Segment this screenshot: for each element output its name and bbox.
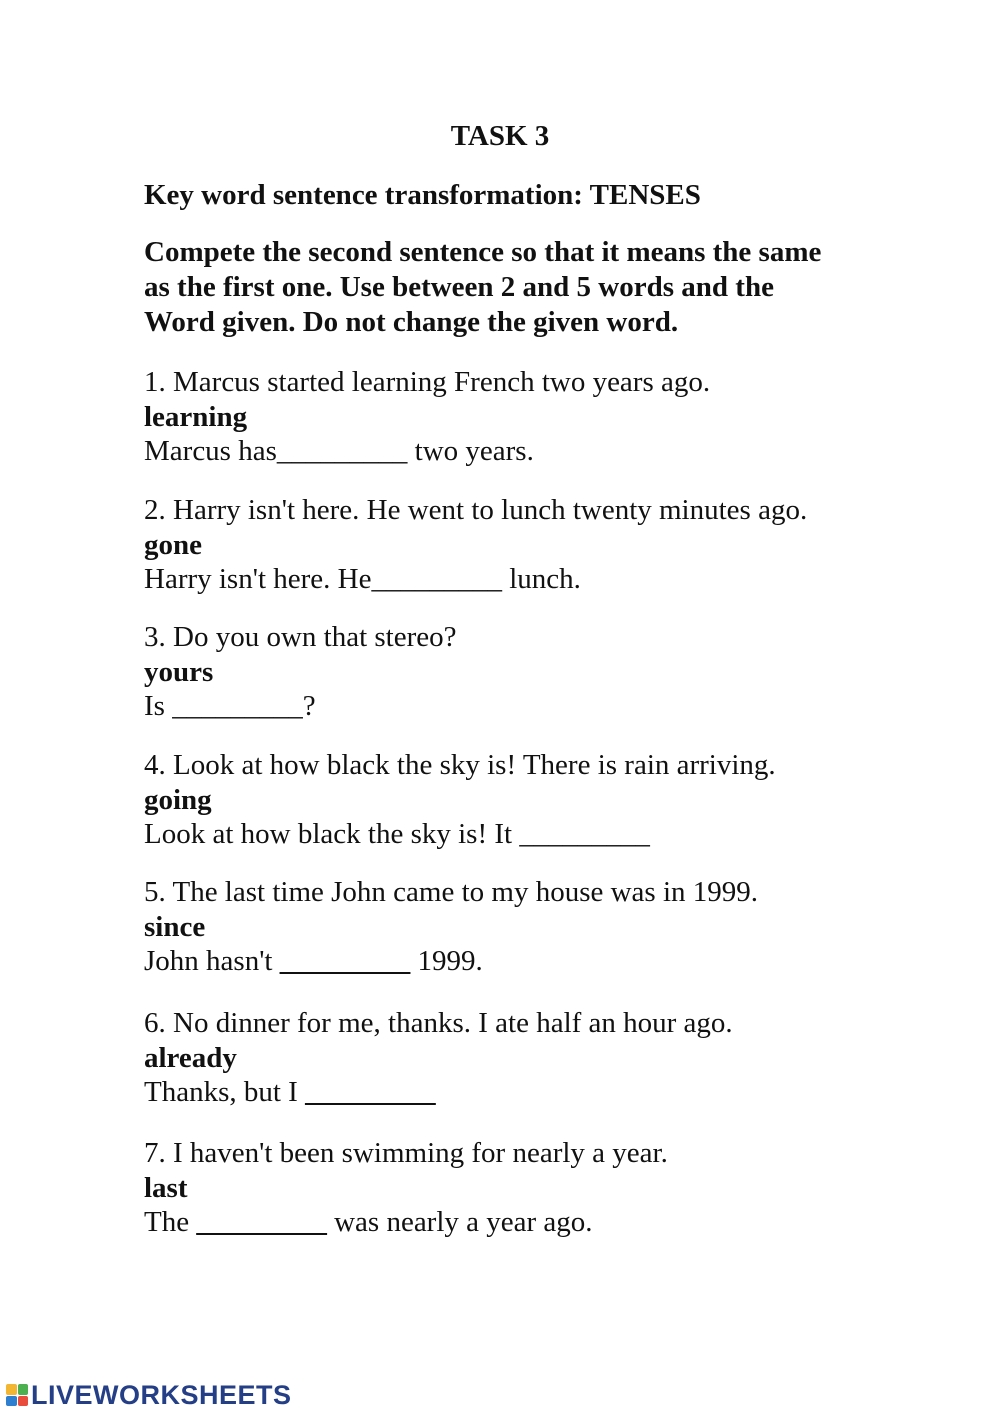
answer-before: John hasn't bbox=[144, 945, 280, 977]
answer-before: The bbox=[144, 1206, 197, 1238]
logo-square bbox=[6, 1384, 17, 1395]
question-6 bbox=[144, 1006, 924, 1109]
answer-line bbox=[144, 689, 924, 723]
question-prompt: 2. Harry isn't here. He went to lunch twenty minutes ago. bbox=[144, 494, 808, 526]
answer-line bbox=[144, 1205, 924, 1239]
answer-before: Look at how black the sky is! It bbox=[144, 818, 520, 850]
answer-blank[interactable]: _________ bbox=[196, 1206, 327, 1238]
question-prompt: 5. The last time John came to my house was in 1999. bbox=[144, 876, 759, 908]
footer-brand[interactable] bbox=[6, 1380, 292, 1410]
question-7 bbox=[144, 1136, 924, 1239]
answer-blank[interactable]: _________ bbox=[371, 563, 502, 595]
question-keyword: learning bbox=[144, 401, 248, 433]
answer-line bbox=[144, 562, 924, 596]
answer-blank[interactable]: _________ bbox=[276, 435, 408, 467]
answer-after: lunch. bbox=[501, 563, 581, 595]
instructions-line: as the first one. Use between 2 and 5 words and the bbox=[144, 271, 774, 303]
liveworksheets-logo-icon bbox=[6, 1384, 28, 1406]
answer-after: ? bbox=[302, 690, 316, 722]
instructions-line: Compete the second sentence so that it means the same bbox=[144, 236, 822, 268]
answer-line bbox=[144, 817, 924, 851]
question-4 bbox=[144, 748, 924, 851]
brand-name: LIVEWORKSHEETS bbox=[31, 1380, 292, 1410]
question-keyword: going bbox=[144, 784, 212, 816]
question-3 bbox=[144, 620, 924, 723]
answer-blank[interactable]: _________ bbox=[305, 1076, 436, 1108]
instructions bbox=[144, 235, 864, 340]
answer-line bbox=[144, 944, 924, 978]
question-keyword: gone bbox=[144, 529, 202, 561]
question-prompt: 7. I haven't been swimming for nearly a year. bbox=[144, 1137, 668, 1169]
worksheet-subtitle: Key word sentence transformation: TENSES bbox=[144, 179, 701, 211]
question-5 bbox=[144, 875, 924, 978]
logo-square bbox=[18, 1384, 29, 1395]
task-title: TASK 3 bbox=[450, 120, 550, 152]
question-prompt: 3. Do you own that stereo? bbox=[144, 621, 457, 653]
question-keyword: since bbox=[144, 911, 206, 943]
question-prompt: 4. Look at how black the sky is! There is rain arriving. bbox=[144, 749, 776, 781]
question-prompt: 1. Marcus started learning French two years ago. bbox=[144, 366, 711, 398]
answer-before: Thanks, but I bbox=[144, 1076, 306, 1108]
logo-square bbox=[6, 1396, 17, 1407]
question-2 bbox=[144, 493, 924, 596]
answer-after: two years. bbox=[407, 435, 534, 467]
instructions-line: Word given. Do not change the given word. bbox=[144, 306, 679, 338]
answer-after: was nearly a year ago. bbox=[326, 1206, 593, 1238]
answer-before: Is bbox=[144, 690, 173, 722]
answer-before: Harry isn't here. He bbox=[144, 563, 372, 595]
answer-line bbox=[144, 434, 924, 468]
question-1 bbox=[144, 365, 924, 468]
question-keyword: already bbox=[144, 1042, 237, 1074]
question-keyword: last bbox=[144, 1172, 188, 1204]
answer-before: Marcus has bbox=[144, 435, 277, 467]
answer-blank[interactable]: _________ bbox=[519, 818, 650, 850]
answer-blank[interactable]: _________ bbox=[172, 690, 303, 722]
question-prompt: 6. No dinner for me, thanks. I ate half an hour ago. bbox=[144, 1007, 733, 1039]
question-keyword: yours bbox=[144, 656, 214, 688]
answer-after: 1999. bbox=[410, 945, 483, 977]
answer-blank[interactable]: _________ bbox=[279, 945, 411, 977]
answer-line bbox=[144, 1075, 924, 1109]
logo-square bbox=[18, 1396, 29, 1407]
